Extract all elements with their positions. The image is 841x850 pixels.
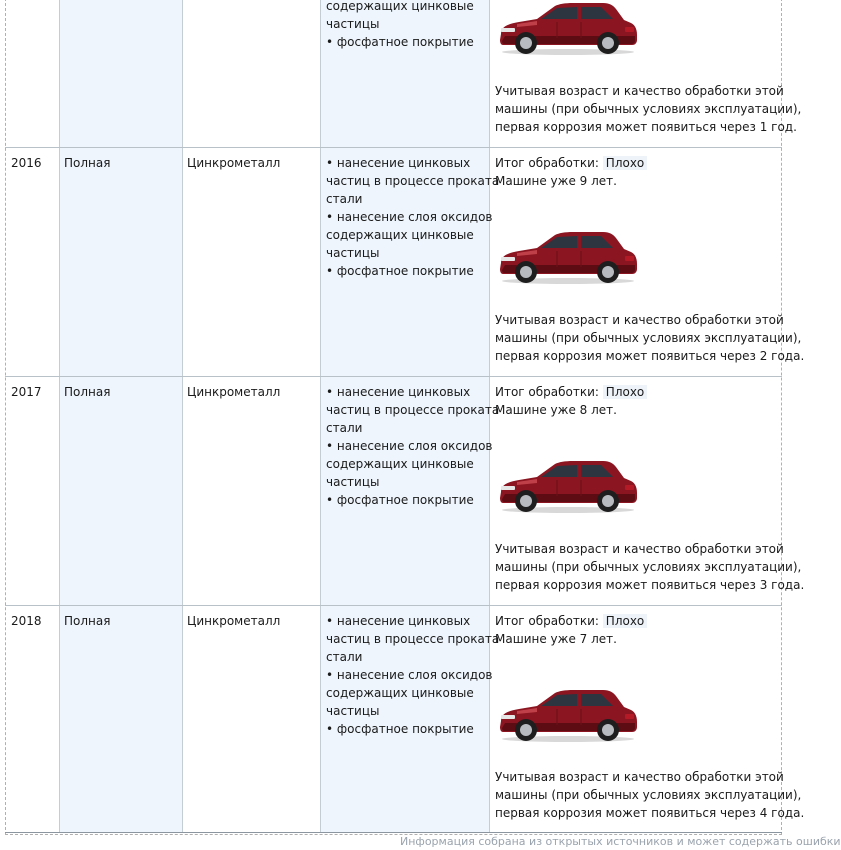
methods-line: содержащих цинковые <box>326 0 474 13</box>
methods-line: • нанесение слоя оксидов <box>326 439 493 453</box>
result-line <box>495 154 647 172</box>
methods-line: частиц в процессе проката <box>326 174 500 188</box>
coverage-cell: Полная <box>64 614 111 628</box>
coverage-column-shade <box>60 0 182 832</box>
methods-line: • нанесение слоя оксидов <box>326 668 493 682</box>
age-text: Машине уже 7 лет. <box>495 632 617 646</box>
car-image <box>497 681 639 743</box>
conclusion-line: Учитывая возраст и качество обработки этой <box>495 770 784 784</box>
methods-line: частиц в процессе проката <box>326 403 500 417</box>
methods-line: • нанесение цинковых <box>326 614 471 628</box>
source-disclaimer: Информация собрана из открытых источников и может содержать ошибки <box>400 835 841 848</box>
car-image <box>497 452 639 514</box>
material-cell: Цинкрометалл <box>187 614 281 628</box>
conclusion-line: первая коррозия может появиться через 3 года. <box>495 578 805 592</box>
methods-line: частицы <box>326 17 380 31</box>
material-cell: Цинкрометалл <box>187 385 281 399</box>
methods-line: стали <box>326 192 363 206</box>
result-value: Плохо <box>603 156 647 170</box>
column-divider <box>320 0 321 832</box>
methods-line: содержащих цинковые <box>326 686 474 700</box>
conclusion-line: Учитывая возраст и качество обработки этой <box>495 542 784 556</box>
age-text: Машине уже 9 лет. <box>495 174 617 188</box>
conclusion-line: первая коррозия может появиться через 2 года. <box>495 349 805 363</box>
methods-line: • нанесение цинковых <box>326 156 471 170</box>
result-label: Итог обработки: <box>495 385 599 399</box>
table-bottom-border <box>5 832 782 833</box>
year-cell: 2018 <box>11 614 42 628</box>
car-image <box>497 0 639 56</box>
methods-line: частиц в процессе проката <box>326 632 500 646</box>
result-line <box>495 383 647 401</box>
conclusion-line: машины (при обычных условиях эксплуатации), <box>495 102 802 116</box>
conclusion-line: первая коррозия может появиться через 1 год. <box>495 120 797 134</box>
methods-line: частицы <box>326 246 380 260</box>
methods-line: содержащих цинковые <box>326 228 474 242</box>
conclusion-line: машины (при обычных условиях эксплуатации), <box>495 788 802 802</box>
conclusion-line: машины (при обычных условиях эксплуатации), <box>495 331 802 345</box>
column-divider <box>59 0 60 832</box>
result-label: Итог обработки: <box>495 614 599 628</box>
result-value: Плохо <box>603 614 647 628</box>
age-text: Машине уже 8 лет. <box>495 403 617 417</box>
result-value: Плохо <box>603 385 647 399</box>
methods-line: содержащих цинковые <box>326 457 474 471</box>
year-cell: 2016 <box>11 156 42 170</box>
result-line <box>495 612 647 630</box>
methods-line: частицы <box>326 475 380 489</box>
conclusion-line: машины (при обычных условиях эксплуатации), <box>495 560 802 574</box>
conclusion-line: Учитывая возраст и качество обработки этой <box>495 84 784 98</box>
methods-line: • фосфатное покрытие <box>326 35 474 49</box>
row-divider <box>5 376 782 377</box>
coverage-cell: Полная <box>64 156 111 170</box>
methods-line: • нанесение слоя оксидов <box>326 210 493 224</box>
car-image <box>497 223 639 285</box>
column-divider <box>182 0 183 832</box>
row-divider <box>5 147 782 148</box>
material-cell: Цинкрометалл <box>187 156 281 170</box>
year-cell: 2017 <box>11 385 42 399</box>
methods-line: • фосфатное покрытие <box>326 722 474 736</box>
result-label: Итог обработки: <box>495 156 599 170</box>
methods-line: стали <box>326 421 363 435</box>
methods-line: • фосфатное покрытие <box>326 493 474 507</box>
conclusion-line: первая коррозия может появиться через 4 года. <box>495 806 805 820</box>
row-divider <box>5 605 782 606</box>
methods-line: стали <box>326 650 363 664</box>
coverage-cell: Полная <box>64 385 111 399</box>
methods-line: частицы <box>326 704 380 718</box>
methods-line: • нанесение цинковых <box>326 385 471 399</box>
conclusion-line: Учитывая возраст и качество обработки этой <box>495 313 784 327</box>
methods-line: • фосфатное покрытие <box>326 264 474 278</box>
